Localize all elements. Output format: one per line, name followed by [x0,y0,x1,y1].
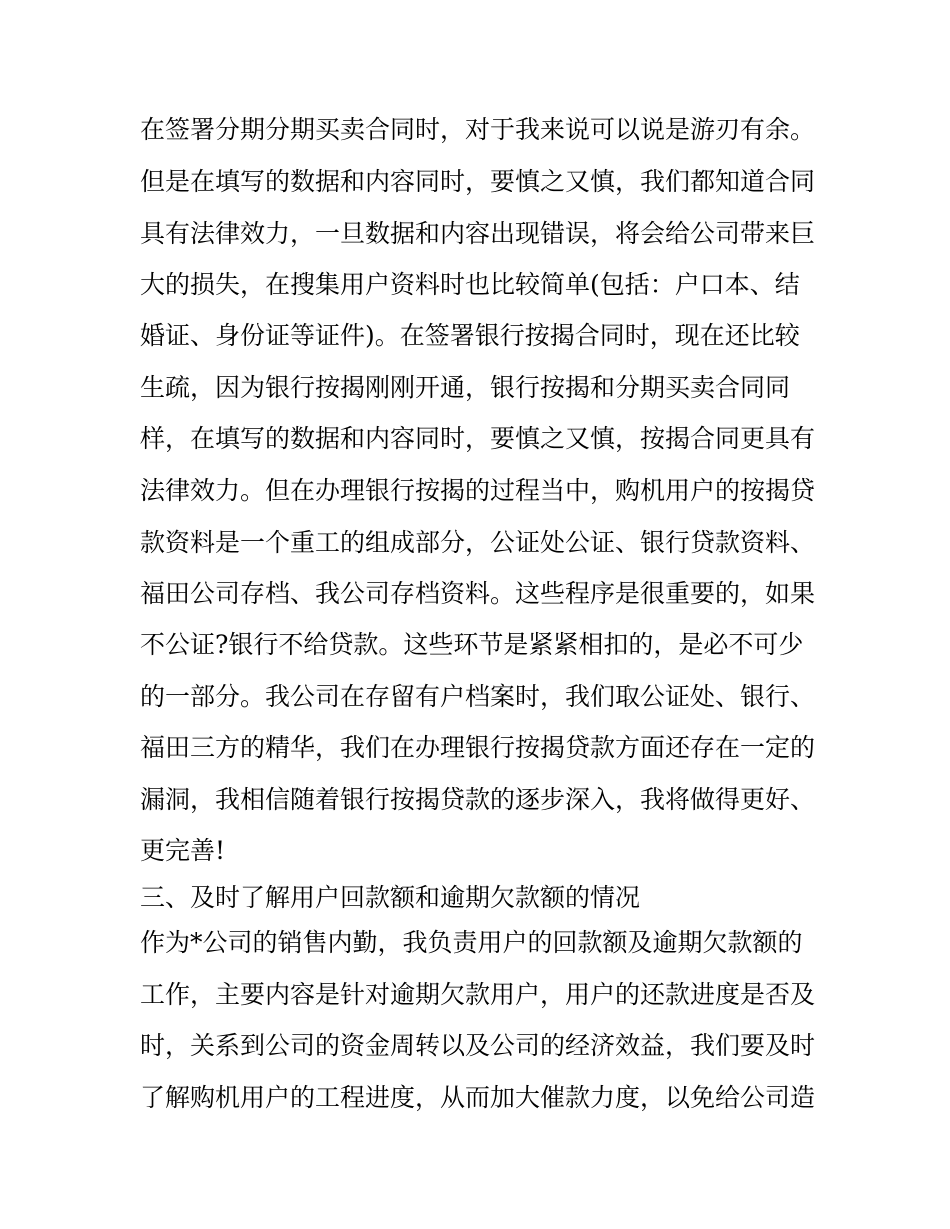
text-line: 样，在填写的数据和内容同时，要慎之又慎，按揭合同更具有 [140,424,816,453]
text-line: 具有法律效力，一旦数据和内容出现错误，将会给公司带来巨 [140,219,816,248]
text-line: 时，关系到公司的资金周转以及公司的经济效益，我们要及时 [140,1031,816,1060]
text-line: 了解购机用户的工程进度，从而加大催款力度，以免给公司造 [140,1083,816,1112]
text-line: 生疏，因为银行按揭刚刚开通，银行按揭和分期买卖合同同 [140,373,791,402]
text-line: 作为*公司的销售内勤，我负责用户的回款额及逾期欠款额的 [140,928,803,957]
text-line: 的一部分。我公司在存留有户档案时，我们取公证处、银行、 [140,682,816,711]
section-heading: 三、及时了解用户回款额和逾期欠款额的情况 [140,883,641,912]
text-line: 漏洞，我相信随着银行按揭贷款的逐步深入，我将做得更好、 [140,785,816,814]
text-line: 工作，主要内容是针对逾期欠款用户，用户的还款进度是否及 [140,980,816,1009]
text-line: 更完善! [140,836,226,865]
text-line: 婚证、身份证等证件)。在签署银行按揭合同时，现在还比较 [140,321,800,350]
text-line: 但是在填写的数据和内容同时，要慎之又慎，我们都知道合同 [140,167,816,196]
text-line: 福田公司存档、我公司存档资料。这些程序是很重要的，如果 [140,579,816,608]
text-line: 不公证?银行不给贷款。这些环节是紧紧相扣的，是必不可少 [140,630,804,659]
text-line: 在签署分期分期买卖合同时，对于我来说可以说是游刃有余。 [140,115,816,144]
text-line: 法律效力。但在办理银行按揭的过程当中，购机用户的按揭贷 [140,476,816,505]
text-line: 大的损失，在搜集用户资料时也比较简单(包括：户口本、结 [140,270,800,299]
text-line: 款资料是一个重工的组成部分，公证处公证、银行贷款资料、 [140,528,816,557]
text-line: 福田三方的精华，我们在办理银行按揭贷款方面还存在一定的 [140,733,816,762]
